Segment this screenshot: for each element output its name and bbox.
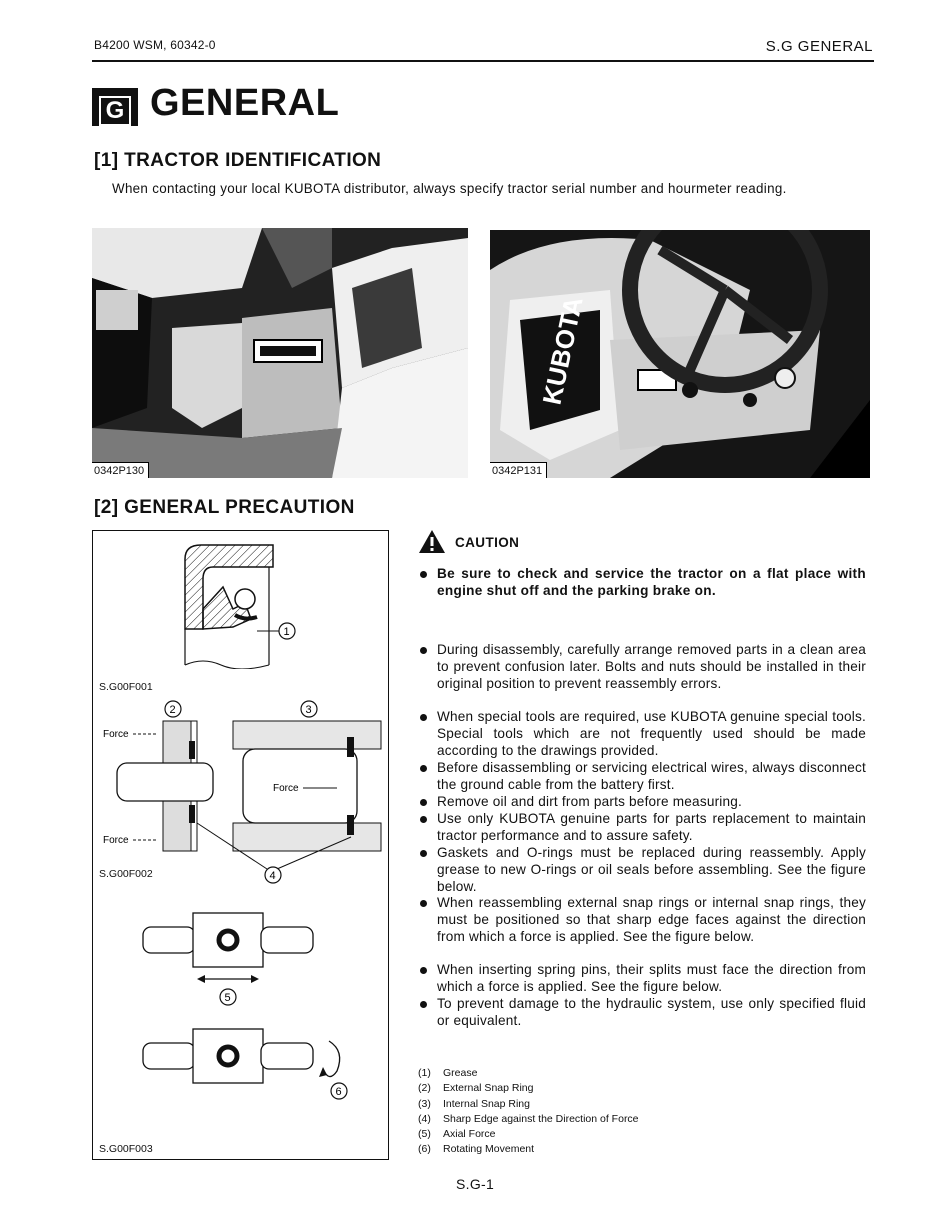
caution-item-text: Be sure to check and service the tractor on a flat place with engine shut off and the parking brake on. xyxy=(437,566,866,598)
precaution-text: Remove oil and dirt from parts before measuring. xyxy=(437,794,743,809)
photo-serial-plate xyxy=(92,228,468,478)
chapter-title: GENERAL xyxy=(150,82,340,124)
photo-code: 0342P131 xyxy=(490,462,547,478)
legend-text: Grease xyxy=(443,1067,478,1079)
precaution-figures xyxy=(92,530,389,1160)
precaution-item xyxy=(418,709,866,759)
precaution-item xyxy=(418,794,866,811)
precaution-text: When reassembling external snap rings or internal snap rings, they must be positioned so that sharp edge faces against the direction from which a force is applied. See the figure below. xyxy=(437,895,866,944)
legend-row xyxy=(418,1097,639,1112)
legend-row xyxy=(418,1142,639,1157)
document-reference: B4200 WSM, 60342-0 xyxy=(94,38,216,52)
legend-text: Sharp Edge against the Direction of Force xyxy=(443,1112,639,1125)
precaution-item xyxy=(418,895,866,945)
chapter-letter: G xyxy=(99,96,131,126)
caution-label: CAUTION xyxy=(455,535,520,550)
header-rule xyxy=(92,60,874,62)
caution-item xyxy=(418,566,866,600)
marker-6-label: 6 xyxy=(335,1086,342,1098)
grease-figure xyxy=(173,539,333,669)
precaution-item xyxy=(418,642,866,692)
bullet-icon xyxy=(420,799,427,806)
precaution-text: When inserting spring pins, their splits must face the direction from which a force is applied. See the figure below. xyxy=(437,962,866,994)
legend-row xyxy=(418,1081,639,1096)
section-header: S.G GENERAL xyxy=(765,38,873,55)
precaution-text: To prevent damage to the hydraulic system, use only specified fluid or equivalent. xyxy=(437,996,866,1028)
bullet-icon xyxy=(420,816,427,823)
photo-dashboard-image xyxy=(490,230,870,478)
section-title-precaution: [2] GENERAL PRECAUTION xyxy=(94,497,355,518)
legend-text: External Snap Ring xyxy=(443,1082,534,1095)
legend-number: (6) xyxy=(418,1143,431,1156)
figure-label-2: S.G00F002 xyxy=(99,868,153,880)
precaution-item xyxy=(418,996,866,1030)
section-title-identification: [1] TRACTOR IDENTIFICATION xyxy=(94,150,382,171)
legend-text: Rotating Movement xyxy=(443,1143,535,1156)
precaution-item xyxy=(418,811,866,845)
marker-4-label: 4 xyxy=(269,870,276,882)
chapter-badge xyxy=(92,88,138,126)
precaution-text: Before disassembling or servicing electrical wires, always disconnect the ground cable from the battery first. xyxy=(437,760,866,792)
photo-brand: KUBOTA xyxy=(536,294,589,408)
legend-text: Internal Snap Ring xyxy=(443,1097,530,1110)
force-label: Force xyxy=(273,783,299,794)
legend-number: (2) xyxy=(418,1082,431,1095)
figure-label-1: S.G00F001 xyxy=(99,681,153,693)
marker-1-label: 1 xyxy=(283,626,290,638)
bullet-icon xyxy=(420,765,427,772)
bullet-icon xyxy=(420,714,427,721)
photo-dashboard xyxy=(490,230,870,478)
photo-serial-plate-image xyxy=(92,228,468,478)
marker-2-label: 2 xyxy=(169,704,176,716)
legend-row xyxy=(418,1127,639,1142)
photo-code: 0342P130 xyxy=(92,462,149,478)
spring-pin-figure xyxy=(133,901,363,1151)
snap-ring-figure xyxy=(97,697,387,887)
bullet-icon xyxy=(420,850,427,857)
legend-number: (1) xyxy=(418,1067,431,1079)
force-label: Force xyxy=(103,729,129,740)
legend-row xyxy=(418,1066,639,1081)
force-label: Force xyxy=(103,835,129,846)
identification-intro: When contacting your local KUBOTA distributor, always specify tractor serial number and hourmeter reading. xyxy=(112,181,787,196)
legend-text: Axial Force xyxy=(443,1128,496,1141)
bullet-icon xyxy=(420,967,427,974)
marker-5-label: 5 xyxy=(224,992,231,1004)
bullet-icon xyxy=(420,571,427,578)
figure-label-3: S.G00F003 xyxy=(99,1143,153,1155)
page-number: S.G-1 xyxy=(456,1176,495,1192)
precaution-item xyxy=(418,962,866,996)
legend-number: (4) xyxy=(418,1112,431,1125)
bullet-icon xyxy=(420,1001,427,1008)
figure-legend xyxy=(418,1066,639,1158)
precaution-text: Gaskets and O-rings must be replaced during reassembly. Apply grease to new O-rings or oil seals before assembling. See the figure below. xyxy=(437,845,866,894)
precaution-text: Use only KUBOTA genuine parts for parts replacement to maintain tractor performance and to assure safety. xyxy=(437,811,866,843)
bullet-icon xyxy=(420,900,427,907)
precaution-text: When special tools are required, use KUBOTA genuine special tools. Special tools which are not frequently used should be made according to the drawings provided. xyxy=(437,709,866,758)
precaution-item xyxy=(418,845,866,895)
legend-number: (5) xyxy=(418,1128,431,1141)
precaution-item xyxy=(418,760,866,794)
bullet-icon xyxy=(420,647,427,654)
caution-icon xyxy=(418,528,446,554)
marker-3-label: 3 xyxy=(305,704,312,716)
legend-row xyxy=(418,1112,639,1127)
legend-number: (3) xyxy=(418,1097,431,1110)
precaution-text: During disassembly, carefully arrange removed parts in a clean area to prevent confusion later. Bolts and nuts should be installed in their original position to prevent reassembly errors. xyxy=(437,642,866,691)
